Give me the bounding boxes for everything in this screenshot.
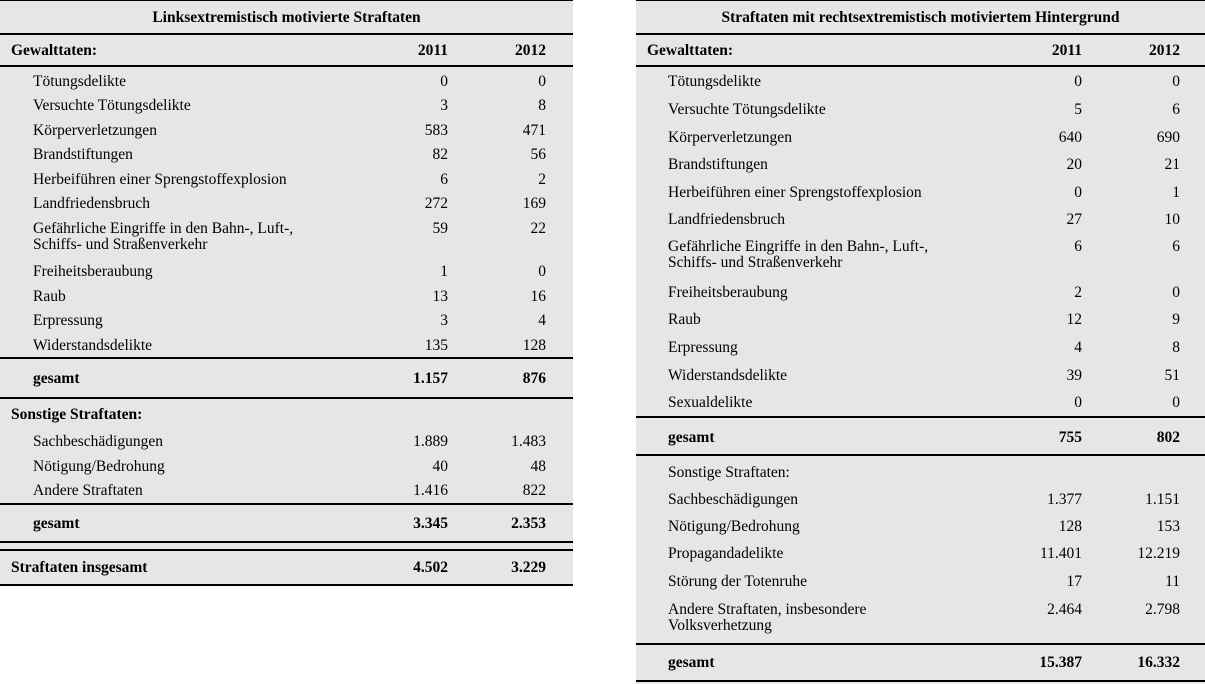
value-2011: 13 <box>432 288 448 305</box>
row-label: Körperverletzungen <box>668 129 792 146</box>
value-2011: 17 <box>1066 573 1082 590</box>
row-label: Erpressung <box>668 339 738 356</box>
row-label: Raub <box>33 288 66 305</box>
row-label: Körperverletzungen <box>33 122 157 139</box>
value-2011: 1.889 <box>413 433 448 450</box>
value-2012: 56 <box>530 146 546 163</box>
value-2012: 0 <box>1172 284 1180 301</box>
value-2011: 82 <box>432 146 448 163</box>
value-2011: 0 <box>440 73 448 90</box>
row-label: Freiheitsberaubung <box>33 263 153 280</box>
row-label: Versuchte Tötungsdelikte <box>33 97 191 114</box>
value-2012: 8 <box>538 97 546 114</box>
value-2011: 4 <box>1074 339 1082 356</box>
value-2012: 128 <box>522 337 546 354</box>
value-2012: 1.483 <box>511 433 546 450</box>
row-label: Störung der Totenruhe <box>668 573 807 590</box>
row-label: Landfriedensbruch <box>668 211 786 228</box>
value-2011: 11.401 <box>1039 545 1082 562</box>
value-2012: 4 <box>538 312 546 329</box>
row-label: Widerstandsdelikte <box>668 367 788 384</box>
row-label: Landfriedensbruch <box>33 195 151 212</box>
value-2011: 135 <box>424 337 448 354</box>
value-2012: 48 <box>530 458 546 475</box>
row-label: Widerstandsdelikte <box>33 337 153 354</box>
value-2012: 153 <box>1156 518 1180 535</box>
value-2011: 1.377 <box>1047 491 1082 508</box>
value-2012: 22 <box>530 220 546 237</box>
row-label: Nötigung/Bedrohung <box>668 518 800 535</box>
row-label: Andere Straftaten, insbesondere <box>668 601 867 618</box>
value-2012: 10 <box>1164 211 1180 228</box>
value-2011: 5 <box>1074 101 1082 118</box>
value-2011: 2 <box>1074 284 1082 301</box>
value-2012: 2 <box>538 171 546 188</box>
row-label: Nötigung/Bedrohung <box>33 458 165 475</box>
value-2012: 822 <box>522 482 546 499</box>
value-2012: 11 <box>1165 573 1180 590</box>
row-label: Sexualdelikte <box>668 394 753 411</box>
value-2012: 6 <box>1172 101 1180 118</box>
row-label-continued: Schiffs- und Straßenverkehr <box>33 236 208 253</box>
value-2011: 0 <box>1074 394 1082 411</box>
value-2012: 169 <box>522 195 546 212</box>
value-2011: 128 <box>1058 518 1082 535</box>
row-label-continued: Volksverhetzung <box>668 617 772 634</box>
row-label: Herbeiführen einer Sprengstoffexplosion <box>33 171 287 188</box>
value-2011: 3 <box>440 97 448 114</box>
value-2012: 1.151 <box>1145 491 1180 508</box>
row-label: Tötungsdelikte <box>33 73 126 90</box>
row-label: Propagandadelikte <box>668 545 784 562</box>
right-crime-table: Straftaten mit rechtsextremistisch motiviertem Hintergrund Gewalttaten: 2011 2012 Tötungsdelikte 0 0 Versuchte Tötungsdelikte 5 6 Körperverletzungen 640 690 Brandstiftungen 20 21 Herbeiführen einer Sprengstoffexplosion 0 1 Landfriedensbruch 27 10 Gefährliche Eingriffe in den Bahn-, Luft-, Schiffs- und Straßenverkehr 6 6 Freiheitsberaubung 2 0 Raub 12 9 Erpressung 4 8 Widerstandsdelikte 39 51 Sexualdelikte 0 0 gesamt 755 802 Sonstige Straftaten: Sachbeschädigungen 1.377 1.151 Nötigung/Bedrohung 128 153 Propagandadelikte 11.401 12.219 Störung der Totenruhe 17 11 Andere Straftaten, insbesondere Volksverhetzung 2.464 2.798 gesamt 15.387 16.332 <box>636 0 1205 684</box>
value-2012: 471 <box>522 122 546 139</box>
row-label: Andere Straftaten <box>33 482 143 499</box>
value-2012: 8 <box>1172 339 1180 356</box>
row-label: Sachbeschädigungen <box>668 491 798 508</box>
value-2011: 6 <box>1074 238 1082 255</box>
row-label: Versuchte Tötungsdelikte <box>668 101 826 118</box>
value-2012: 2.798 <box>1145 601 1180 618</box>
value-2012: 0 <box>1172 394 1180 411</box>
value-2011: 12 <box>1066 311 1082 328</box>
value-2011: 3 <box>440 312 448 329</box>
left-crime-table: Linksextremistisch motivierte Straftaten Gewalttaten: 2011 2012 Tötungsdelikte 0 0 Versuchte Tötungsdelikte 3 8 Körperverletzungen 583 471 Brandstiftungen 82 56 Herbeiführen einer Sprengstoffexplosion 6 2 Landfriedensbruch 272 169 Gefährliche Eingriffe in den Bahn-, Luft-, Schiffs- und Straßenverkehr 59 22 Freiheitsberaubung 1 0 Raub 13 16 Erpressung 3 4 Widerstandsdelikte 135 128 gesamt 1.157 876 Sonstige Straftaten: Sachbeschädigungen 1.889 1.483 Nötigung/Bedrohung 40 48 Andere Straftaten 1.416 822 gesamt 3.345 2.353 Straftaten insgesamt 4.502 3.229 <box>0 0 573 586</box>
row-label-continued: Schiffs- und Straßenverkehr <box>668 254 843 271</box>
value-2011: 27 <box>1066 211 1082 228</box>
value-2012: 0 <box>538 73 546 90</box>
row-label: Herbeiführen einer Sprengstoffexplosion <box>668 184 922 201</box>
row-label: Freiheitsberaubung <box>668 284 788 301</box>
value-2012: 0 <box>538 263 546 280</box>
value-2011: 40 <box>432 458 448 475</box>
row-label: Raub <box>668 311 701 328</box>
value-2011: 20 <box>1066 156 1082 173</box>
value-2012: 51 <box>1164 367 1180 384</box>
row-label: Sachbeschädigungen <box>33 433 163 450</box>
value-2011: 272 <box>424 195 448 212</box>
value-2011: 1 <box>440 263 448 280</box>
row-label: Brandstiftungen <box>668 156 768 173</box>
value-2011: 39 <box>1066 367 1082 384</box>
value-2011: 583 <box>424 122 448 139</box>
row-label: Gefährliche Eingriffe in den Bahn-, Luft-, <box>668 238 929 255</box>
row-label: Tötungsdelikte <box>668 73 761 90</box>
value-2012: 0 <box>1172 73 1180 90</box>
row-label: Gefährliche Eingriffe in den Bahn-, Luft-, <box>33 220 294 237</box>
value-2012: 9 <box>1172 311 1180 328</box>
row-label: Brandstiftungen <box>33 146 133 163</box>
value-2012: 6 <box>1172 238 1180 255</box>
value-2011: 59 <box>432 220 448 237</box>
value-2011: 6 <box>440 171 448 188</box>
value-2012: 690 <box>1156 129 1180 146</box>
value-2011: 1.416 <box>413 482 448 499</box>
value-2012: 16 <box>530 288 546 305</box>
value-2011: 640 <box>1058 129 1082 146</box>
value-2012: 1 <box>1172 184 1180 201</box>
value-2011: 0 <box>1074 73 1082 90</box>
value-2012: 21 <box>1164 156 1180 173</box>
value-2012: 12.219 <box>1137 545 1180 562</box>
value-2011: 0 <box>1074 184 1082 201</box>
value-2011: 2.464 <box>1047 601 1082 618</box>
row-label: Erpressung <box>33 312 103 329</box>
